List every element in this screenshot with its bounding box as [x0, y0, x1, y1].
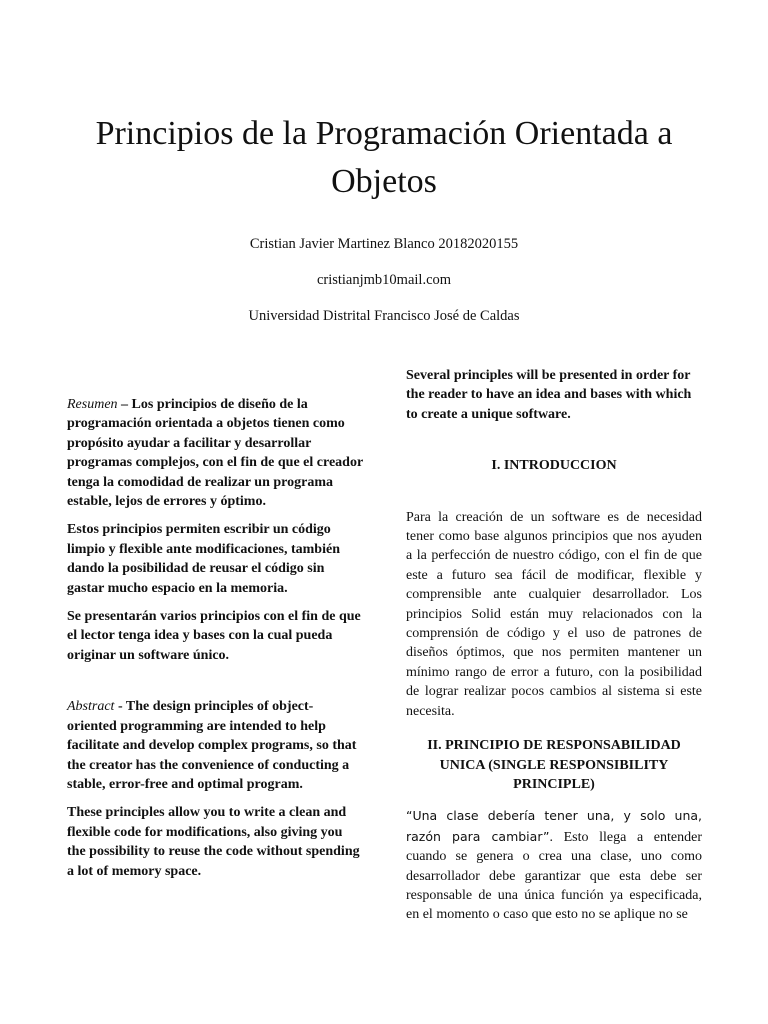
- abstract-paragraph-2: These principles allow you to write a clean and flexible code for modifications, also giving you the possibility to reuse the code without spending a lot of memory space.: [67, 805, 360, 879]
- author-line: Cristian Javier Martinez Blanco 20182020155: [249, 236, 519, 252]
- resumen-separator: –: [117, 397, 132, 412]
- author-affiliation: Universidad Distrital Francisco José de Caldas: [248, 308, 520, 324]
- resumen-label: Resumen: [67, 397, 118, 412]
- section-2-text: . Esto llega a entender cuando se genera o crea una clase, uno como desarrollador debe garantizar que esta debe ser responsable de una única función ya especificada, en el momento o caso que esto no se aplique no se: [406, 829, 702, 923]
- resumen-paragraph-3: Se presentarán varios principios con el fin de que el lector tenga idea y bases con la cual pueda originar un software único.: [67, 609, 361, 663]
- left-column: [67, 395, 363, 881]
- right-column: [406, 366, 702, 925]
- abstract-label: Abstract: [67, 699, 115, 715]
- section-1-text: Para la creación de un software es de necesidad tener como base algunos principios que nos ayuden a la perfección de nuestro código, con el fin de que este a futuro sea fácil de modificar, flexible y comprensible ante cualquier desarrollador. Los principios Solid están muy relacionados con la comprensión de código y el uso de patrones de diseños óptimos, que nos permiten mantener un mínimo rango de error a futuro, con la posibilidad de lograr realizar pocos cambios al sistema si este necesita.: [406, 509, 702, 719]
- abstract-paragraph: [67, 697, 363, 794]
- section-1-heading: I. INTRODUCCION: [491, 458, 617, 474]
- section-2-heading: II. PRINCIPIO DE RESPONSABILIDAD UNICA (SINGLE RESPONSIBILITY PRINCIPLE): [427, 738, 681, 792]
- section-2-paragraph: [406, 806, 702, 924]
- paper-title: Principios de la Programación Orientada a Objetos: [95, 115, 673, 200]
- abstract-paragraph-3: Several principles will be presented in order for the reader to have an idea and bases with which to create a unique software.: [406, 368, 692, 422]
- author-email: cristianjmb10mail.com: [316, 272, 452, 288]
- abstract-separator: -: [114, 699, 126, 715]
- resumen-text: Los principios de diseño de la programación orientada a objetos tienen como propósito ayudar a facilitar y desarrollar programas complejos, con el fin de que el creador tenga la comodidad de realizar un programa estable, lejos de errores y óptimo.: [67, 397, 363, 510]
- section-2-quote: “Una clase debería tener una, y solo una, razón para cambiar”: [406, 808, 702, 844]
- resumen-paragraph-2: Estos principios permiten escribir un código limpio y flexible ante modificaciones, también dando la posibilidad de reusar el código sin gastar mucho espacio en la memoria.: [67, 522, 340, 596]
- abstract-text: The design principles of object-oriented programming are intended to help facilitate and develop complex programs, so that the creator has the convenience of conducting a stable, error-free and optimal program.: [67, 699, 357, 792]
- resumen-paragraph: [67, 395, 363, 511]
